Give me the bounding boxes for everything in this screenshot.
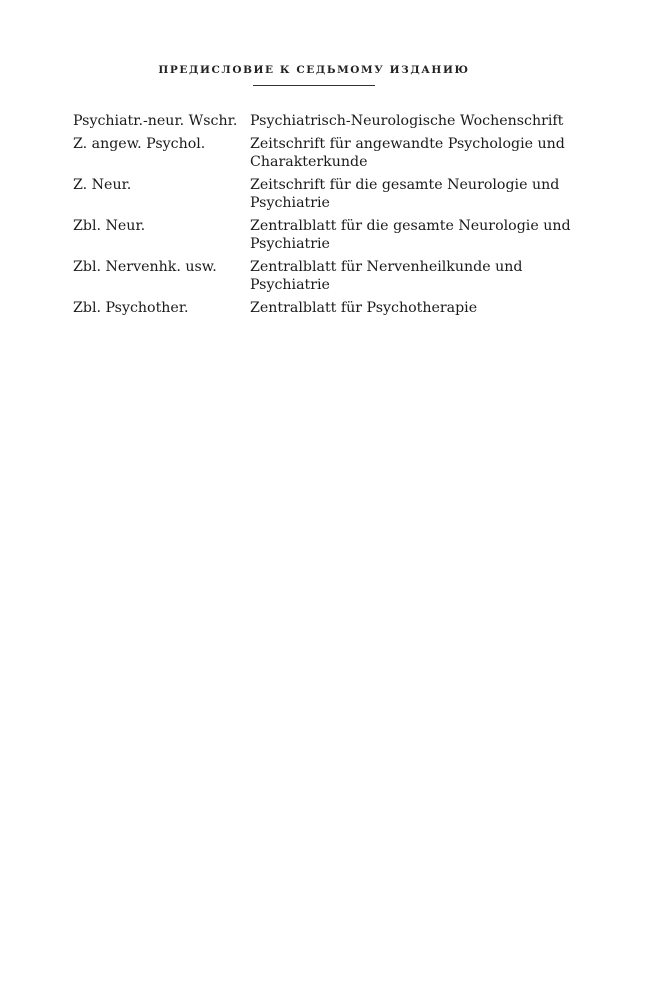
abbreviation: Zbl. Nervenhk. usw. <box>73 259 217 275</box>
abbreviation-row <box>73 294 593 317</box>
abbreviation-row <box>73 130 593 171</box>
running-title: ПРЕДИСЛОВИЕ К СЕДЬМОМУ ИЗДАНИЮ <box>158 64 470 76</box>
abbreviation-expansion: Zentralblatt für Psychotherapie <box>250 300 478 316</box>
abbreviation-row <box>73 212 593 253</box>
abbreviation: Z. angew. Psychol. <box>73 136 206 152</box>
abbreviation-row <box>73 253 593 294</box>
abbreviation-expansion: Zentralblatt für die gesamte Neurologie und Psychiatrie <box>250 218 571 252</box>
abbreviation-expansion: Psychiatrisch-Neurologische Wochenschrift <box>250 113 564 129</box>
abbreviation: Psychiatr.-neur. Wschr. <box>73 113 238 129</box>
abbreviation-row <box>73 112 593 130</box>
abbreviation-expansion: Zeitschrift für die gesamte Neurologie und Psychiatrie <box>250 177 560 211</box>
abbreviation-expansion: Zentralblatt für Nervenheilkunde und Psychiatrie <box>250 259 523 293</box>
abbreviation: Zbl. Neur. <box>73 218 146 234</box>
abbreviation-row <box>73 171 593 212</box>
abbreviation: Z. Neur. <box>73 177 132 193</box>
abbreviation-list <box>73 112 593 317</box>
abbreviation: Zbl. Psychother. <box>73 300 189 316</box>
abbreviation-expansion: Zeitschrift für angewandte Psychologie und Charakterkunde <box>250 136 565 170</box>
header-rule <box>253 85 375 86</box>
